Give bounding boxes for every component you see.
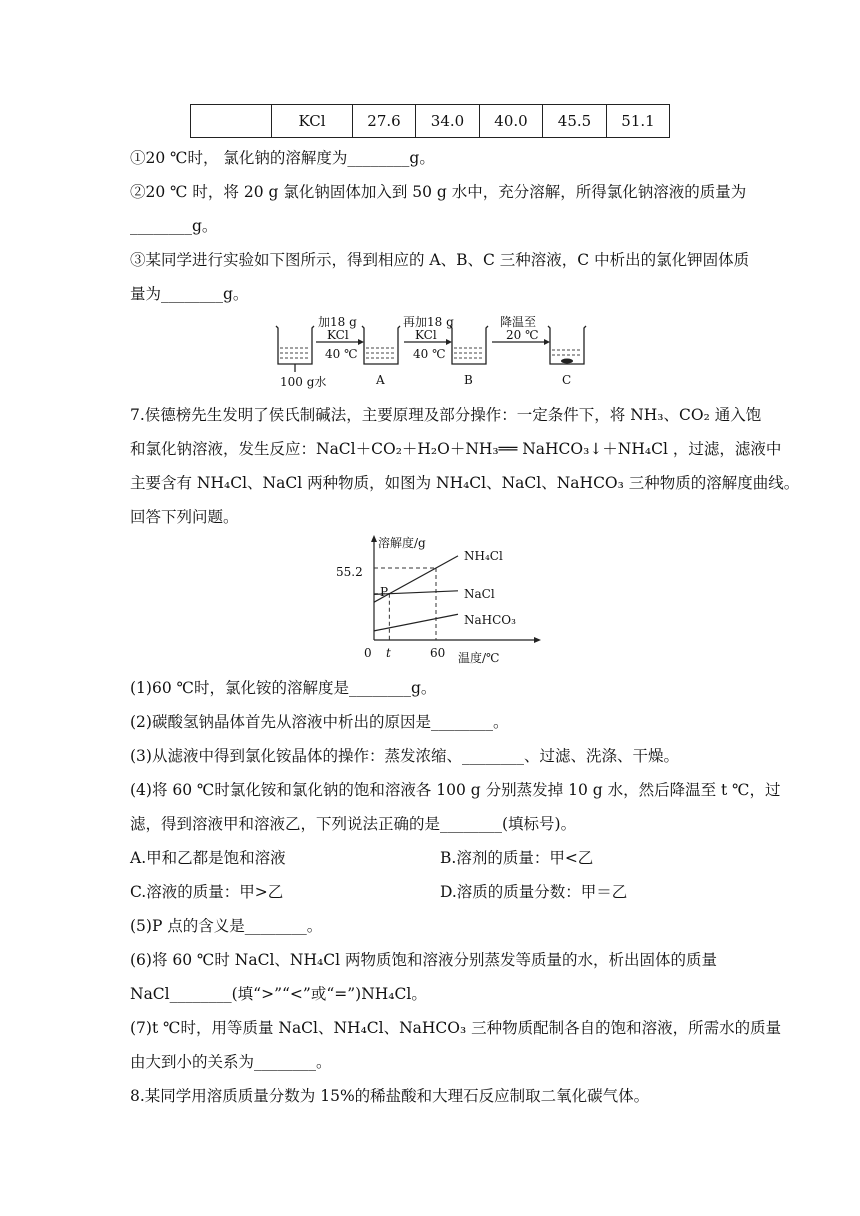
step-label: KCl	[327, 328, 349, 342]
x-tick-label: t	[386, 646, 391, 660]
step-label: 降温至	[500, 315, 537, 329]
option-c: C.溶液的质量：甲>乙	[130, 883, 284, 901]
question-line: (5)P 点的含义是________。	[130, 917, 323, 935]
experiment-diagram	[270, 312, 600, 392]
question-line: (6)将 60 ℃时 NaCl、NH₄Cl 两物质饱和溶液分别蒸发等质量的水，析出固体的质量	[130, 951, 717, 969]
question-line: NaCl________(填“>”“<”或“=”)NH₄Cl。	[130, 985, 427, 1003]
question-line: (1)60 ℃时，氯化铵的溶解度是________g。	[130, 679, 437, 697]
table-cell: 27.6	[353, 105, 416, 138]
option-a: A.甲和乙都是饱和溶液	[130, 849, 286, 867]
question-line: 由大到小的关系为________。	[130, 1053, 332, 1071]
y-axis-label: 溶解度/g	[378, 536, 426, 550]
series-label-nh4cl: NH₄Cl	[464, 549, 503, 563]
question-line: (2)碳酸氢钠晶体首先从溶液中析出的原因是________。	[130, 713, 509, 731]
series-label-nacl: NaCl	[464, 587, 495, 601]
beaker-icon	[548, 326, 586, 364]
nahco3-curve	[374, 614, 458, 631]
table-cell: 45.5	[543, 105, 607, 138]
step-label: 加18 g	[318, 315, 357, 329]
x-tick-label: 0	[364, 646, 372, 660]
table-cell: 40.0	[480, 105, 543, 138]
step-label: 40 ℃	[325, 347, 358, 361]
table-cell	[191, 105, 272, 138]
step-label: 40 ℃	[413, 347, 446, 361]
question-line: ③某同学进行实验如下图所示，得到相应的 A、B、C 三种溶液，C 中析出的氯化钾固体质	[130, 251, 750, 269]
question-line: (7)t ℃时，用等质量 NaCl、NH₄Cl、NaHCO₃ 三种物质配制各自的饱和溶液，所需水的质量	[130, 1019, 782, 1037]
table-cell: KCl	[272, 105, 353, 138]
question-line: 7.侯德榜先生发明了侯氏制碱法，主要原理及部分操作：一定条件下，将 NH₃、CO₂ 通入饱	[130, 406, 762, 424]
beaker-label: A	[376, 373, 385, 387]
option-b: B.溶剂的质量：甲<乙	[440, 849, 594, 867]
step-label: 再加18 g	[403, 315, 454, 329]
question-line: (3)从滤液中得到氯化铵晶体的操作：蒸发浓缩、________、过滤、洗涤、干燥。	[130, 747, 679, 765]
solubility-chart	[330, 530, 550, 670]
table-row	[191, 105, 670, 138]
question-line: (4)将 60 ℃时氯化铵和氯化钠的饱和溶液各 100 g 分别蒸发掉 10 g 水，然后降温至 t ℃，过	[130, 781, 781, 799]
question-line: 回答下列问题。	[130, 508, 239, 526]
step-label: KCl	[415, 328, 437, 342]
table-cell: 34.0	[416, 105, 480, 138]
x-axis-label: 温度/℃	[458, 651, 500, 665]
point-p-label: P	[380, 585, 389, 599]
step-label: 20 ℃	[506, 328, 539, 342]
table-cell: 51.1	[607, 105, 670, 138]
question-line: ________g。	[130, 217, 218, 235]
series-label-nahco3: NaHCO₃	[464, 613, 516, 627]
question-line: 8.某同学用溶质质量分数为 15%的稀盐酸和大理石反应制取二氧化碳气体。	[130, 1087, 650, 1105]
question-line: ②20 ℃ 时，将 20 g 氯化钠固体加入到 50 g 水中，充分溶解，所得氯化钠溶液的质量为	[130, 183, 747, 201]
solubility-table	[190, 104, 670, 138]
option-d: D.溶质的质量分数：甲＝乙	[440, 883, 628, 901]
beaker-label: C	[562, 373, 572, 387]
water-label: 100 g水	[280, 375, 327, 389]
beaker-label: B	[464, 373, 473, 387]
x-tick-label: 60	[430, 646, 446, 660]
question-line: 滤，得到溶液甲和溶液乙，下列说法正确的是________(填标号)。	[130, 815, 577, 833]
question-line: 主要含有 NH₄Cl、NaCl 两种物质，如图为 NH₄Cl、NaCl、NaHCO₃ 三种物质的溶解度曲线。	[130, 474, 800, 492]
question-line: 量为________g。	[130, 285, 249, 303]
question-line: ①20 ℃时， 氯化钠的溶解度为________g。	[130, 149, 435, 167]
y-tick-label: 55.2	[336, 565, 363, 579]
question-line: 和氯化钠溶液，发生反应：NaCl＋CO₂＋H₂O＋NH₃══ NaHCO₃↓＋NH₄Cl ，过滤，滤液中	[130, 440, 782, 458]
